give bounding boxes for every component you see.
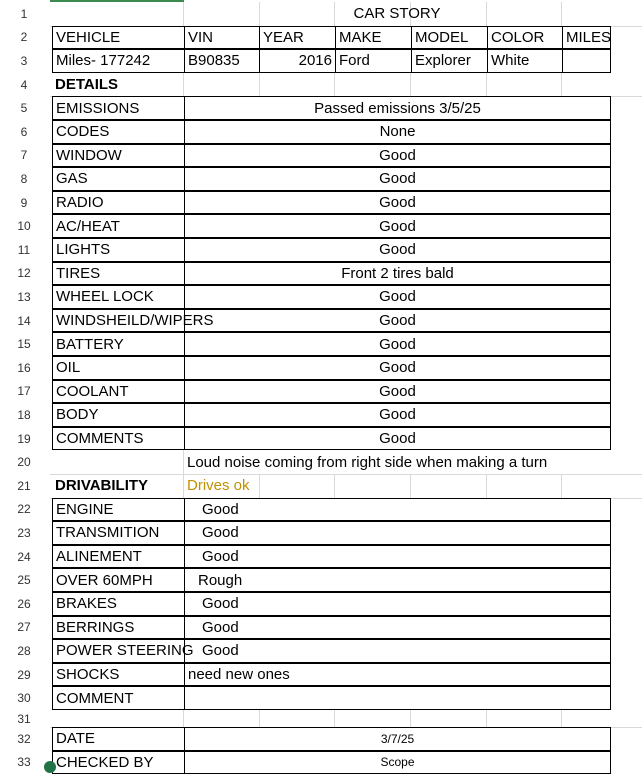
detail-row-body (0, 403, 642, 427)
row-number[interactable]: 25 (17, 573, 31, 588)
detail-label[interactable]: WINDSHEILD/WIPERS (52, 309, 185, 333)
detail-value[interactable]: Good (184, 403, 611, 427)
drivability-value[interactable]: need new ones (184, 663, 611, 687)
detail-label[interactable]: CODES (52, 120, 185, 144)
row-number[interactable]: 28 (17, 643, 31, 658)
drivability-row-comment (0, 686, 642, 710)
row-number[interactable]: 5 (20, 101, 28, 116)
row-number[interactable]: 29 (17, 667, 31, 682)
year-value[interactable]: 2016 (259, 49, 336, 73)
row-number[interactable]: 33 (17, 755, 31, 770)
detail-value[interactable]: Good (184, 191, 611, 215)
footer-label[interactable]: CHECKED BY (52, 751, 185, 774)
row-31 (0, 710, 642, 727)
row-number[interactable]: 13 (17, 289, 31, 304)
detail-row-lights (0, 238, 642, 262)
detail-value[interactable]: Good (184, 238, 611, 262)
drivability-row-engine (0, 498, 642, 522)
row-number[interactable]: 4 (20, 77, 28, 92)
footer-label[interactable]: DATE (52, 727, 185, 751)
drivability-row-over-60mph (0, 568, 642, 592)
row-number[interactable]: 21 (17, 478, 31, 493)
detail-value[interactable]: Good (184, 332, 611, 356)
drivability-value[interactable]: Good (184, 639, 611, 663)
detail-value[interactable]: Good (184, 214, 611, 238)
detail-row-radio (0, 191, 642, 215)
header-vin[interactable]: VIN (184, 26, 260, 50)
drivability-label[interactable]: BRAKES (52, 592, 185, 616)
row-number[interactable]: 30 (17, 691, 31, 706)
detail-row-coolant (0, 380, 642, 404)
detail-label[interactable]: COMMENTS (52, 427, 185, 451)
detail-row-emissions (0, 96, 642, 120)
detail-label[interactable]: BODY (52, 403, 185, 427)
drivability-row-bearings (0, 616, 642, 640)
drivability-value[interactable]: Good (184, 545, 611, 569)
row-1 (0, 2, 642, 26)
footer-value[interactable]: 3/7/25 (184, 727, 611, 751)
detail-row-ac-heat (0, 214, 642, 238)
detail-value[interactable]: Good (184, 356, 611, 380)
detail-value[interactable]: Good (184, 285, 611, 309)
row-4 (0, 73, 642, 97)
detail-label[interactable]: WINDOW (52, 144, 185, 168)
drivability-value[interactable] (184, 686, 611, 710)
drivability-label[interactable]: ENGINE (52, 498, 185, 522)
detail-row-window (0, 144, 642, 168)
sheet-title[interactable]: CAR STORY (353, 5, 441, 23)
row-number[interactable]: 6 (20, 124, 28, 139)
drivability-value[interactable]: Good (184, 592, 611, 616)
drivability-label[interactable]: TRANSMITION (52, 521, 185, 545)
row-21 (0, 474, 642, 498)
row-number[interactable]: 14 (17, 313, 31, 328)
row-number[interactable]: 27 (17, 620, 31, 635)
drivability-row-brakes (0, 592, 642, 616)
header-model[interactable]: MODEL (411, 26, 488, 50)
detail-value[interactable]: Good (184, 144, 611, 168)
row-number[interactable]: 9 (20, 195, 28, 210)
color-value[interactable]: White (487, 49, 563, 73)
footer-row-date (0, 727, 642, 751)
make-value[interactable]: Ford (335, 49, 412, 73)
row-number[interactable]: 18 (17, 407, 31, 422)
drivability-label[interactable]: ALINEMENT (52, 545, 185, 569)
detail-label[interactable]: RADIO (52, 191, 185, 215)
header-color[interactable]: COLOR (487, 26, 563, 50)
footer-row-checked-by (0, 751, 642, 774)
detail-row-comments (0, 427, 642, 451)
footer-value[interactable]: Scope (184, 751, 611, 774)
detail-label[interactable]: OIL (52, 356, 185, 380)
detail-value[interactable]: Front 2 tires bald (184, 262, 611, 286)
drivability-section-label[interactable]: DRIVABILITY (55, 477, 149, 495)
detail-row-battery (0, 332, 642, 356)
detail-value[interactable]: Good (184, 167, 611, 191)
row-number[interactable]: 24 (17, 549, 31, 564)
row-number[interactable]: 11 (17, 242, 31, 257)
row-number[interactable]: 17 (17, 384, 31, 399)
detail-label[interactable]: TIRES (52, 262, 185, 286)
miles-value[interactable] (562, 49, 611, 73)
row-number[interactable]: 22 (17, 502, 31, 517)
row-2 (0, 26, 642, 50)
row-number[interactable]: 12 (17, 266, 31, 281)
details-section-label[interactable]: DETAILS (55, 76, 119, 94)
row-number[interactable]: 16 (17, 360, 31, 375)
comment-note[interactable]: Loud noise coming from right side when making a turn (187, 453, 548, 471)
drivability-value[interactable]: Rough (184, 568, 611, 592)
row-number[interactable]: 20 (17, 455, 31, 470)
header-miles[interactable]: MILES (562, 26, 611, 50)
row-number[interactable]: 23 (17, 525, 31, 540)
detail-label[interactable]: GAS (52, 167, 185, 191)
header-year[interactable]: YEAR (259, 26, 336, 50)
row-number[interactable]: 10 (17, 219, 31, 234)
detail-value[interactable]: Good (184, 309, 611, 333)
detail-row-wheel-lock (0, 285, 642, 309)
drivability-label[interactable]: POWER STEERING (52, 639, 185, 663)
vin-value[interactable]: B90835 (184, 49, 260, 73)
drivability-label[interactable]: BERRINGS (52, 616, 185, 640)
header-vehicle[interactable]: VEHICLE (52, 26, 185, 50)
row-number[interactable]: 15 (17, 337, 31, 352)
selection-handle-icon[interactable] (44, 761, 56, 773)
drivability-value[interactable]: Good (184, 498, 611, 522)
drivability-row-transmission (0, 521, 642, 545)
detail-label[interactable]: EMISSIONS (52, 96, 185, 120)
detail-row-tires (0, 262, 642, 286)
drivability-label[interactable]: SHOCKS (52, 663, 185, 687)
row-3 (0, 49, 642, 73)
row-number[interactable]: 26 (17, 596, 31, 611)
drivability-label[interactable]: OVER 60MPH (52, 568, 185, 592)
detail-row-codes (0, 120, 642, 144)
row-number[interactable]: 7 (20, 148, 28, 163)
row-number[interactable]: 19 (17, 431, 31, 446)
detail-label[interactable]: BATTERY (52, 332, 185, 356)
detail-label[interactable]: COOLANT (52, 380, 185, 404)
detail-label[interactable]: LIGHTS (52, 238, 185, 262)
row-number[interactable]: 8 (20, 171, 28, 186)
detail-value[interactable]: Good (184, 427, 611, 451)
drivability-label[interactable]: COMMENT (52, 686, 185, 710)
row-number[interactable]: 32 (17, 731, 31, 746)
drivability-value[interactable]: Good (184, 616, 611, 640)
detail-label[interactable]: WHEEL LOCK (52, 285, 185, 309)
detail-row-oil (0, 356, 642, 380)
drivability-note[interactable]: Drives ok (187, 477, 250, 495)
drivability-row-shocks (0, 663, 642, 687)
row-number[interactable]: 3 (20, 53, 28, 68)
drivability-row-alignment (0, 545, 642, 569)
row-number[interactable]: 2 (20, 30, 28, 45)
detail-row-gas (0, 167, 642, 191)
detail-value[interactable]: Passed emissions 3/5/25 (184, 96, 611, 120)
header-make[interactable]: MAKE (335, 26, 412, 50)
vehicle-value[interactable]: Miles- 177242 (52, 49, 185, 73)
detail-label[interactable]: AC/HEAT (52, 214, 185, 238)
row-number[interactable]: 31 (17, 711, 31, 726)
row-20 (0, 450, 642, 474)
drivability-value[interactable]: Good (184, 521, 611, 545)
detail-row-windshield (0, 309, 642, 333)
model-value[interactable]: Explorer (411, 49, 488, 73)
detail-value[interactable]: Good (184, 380, 611, 404)
row-number[interactable]: 1 (20, 6, 28, 21)
detail-value[interactable]: None (184, 120, 611, 144)
drivability-row-power-steering (0, 639, 642, 663)
